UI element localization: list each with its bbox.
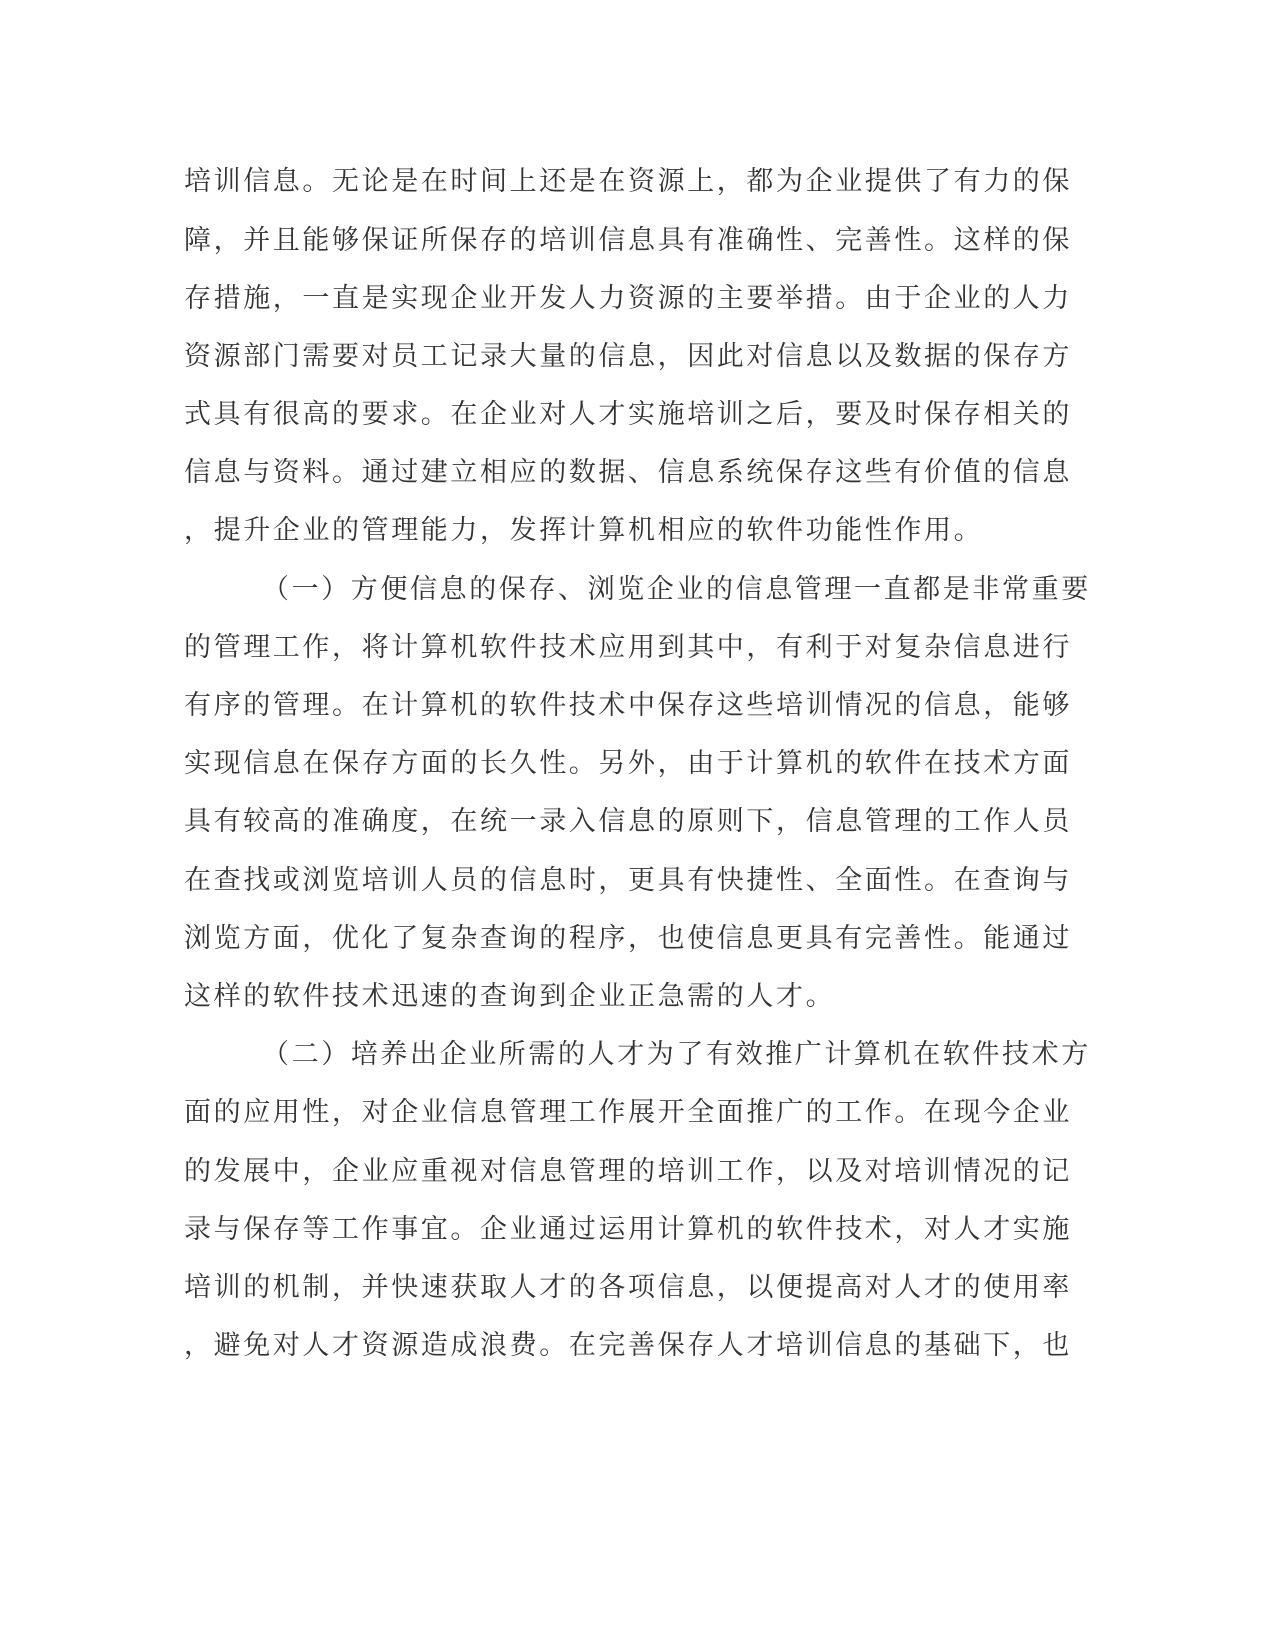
text-line: 在查找或浏览培训人员的信息时，更具有快捷性、全面性。在查询与	[184, 865, 1072, 896]
text-line: 的发展中，企业应重视对信息管理的培训工作，以及对培训情况的记	[184, 1156, 1072, 1187]
text-line: 的管理工作，将计算机软件技术应用到其中，有利于对复杂信息进行	[184, 632, 1072, 663]
section-heading-paragraph-1: （一）方便信息的保存、浏览企业的信息管理一直都是非常重要	[262, 574, 1091, 605]
text-line: 资源部门需要对员工记录大量的信息，因此对信息以及数据的保存方	[184, 341, 1072, 372]
text-line: 浏览方面，优化了复杂查询的程序，也使信息更具有完善性。能通过	[184, 923, 1072, 954]
text-line: ，提升企业的管理能力，发挥计算机相应的软件功能性作用。	[184, 515, 984, 546]
text-line: 信息与资料。通过建立相应的数据、信息系统保存这些有价值的信息	[184, 457, 1072, 488]
text-line: 这样的软件技术迅速的查询到企业正急需的人才。	[184, 981, 836, 1012]
text-line: 式具有很高的要求。在企业对人才实施培训之后，要及时保存相关的	[184, 399, 1072, 430]
text-line: 实现信息在保存方面的长久性。另外，由于计算机的软件在技术方面	[184, 748, 1072, 779]
text-line: 具有较高的准确度，在统一录入信息的原则下，信息管理的工作人员	[184, 806, 1072, 837]
text-line: ，避免对人才资源造成浪费。在完善保存人才培训信息的基础下，也	[184, 1330, 1072, 1361]
text-line: 障，并且能够保证所保存的培训信息具有准确性、完善性。这样的保	[184, 225, 1072, 256]
text-line: 录与保存等工作事宜。企业通过运用计算机的软件技术，对人才实施	[184, 1214, 1072, 1245]
text-line: 存措施，一直是实现企业开发人力资源的主要举措。由于企业的人力	[184, 283, 1072, 314]
section-heading-paragraph-2: （二）培养出企业所需的人才为了有效推广计算机在软件技术方	[262, 1039, 1091, 1070]
text-line: 培训的机制，并快速获取人才的各项信息，以便提高对人才的使用率	[184, 1272, 1072, 1303]
text-line: 有序的管理。在计算机的软件技术中保存这些培训情况的信息，能够	[184, 690, 1072, 721]
text-line: 培训信息。无论是在时间上还是在资源上，都为企业提供了有力的保	[184, 166, 1072, 197]
text-line: 面的应用性，对企业信息管理工作展开全面推广的工作。在现今企业	[184, 1097, 1072, 1128]
